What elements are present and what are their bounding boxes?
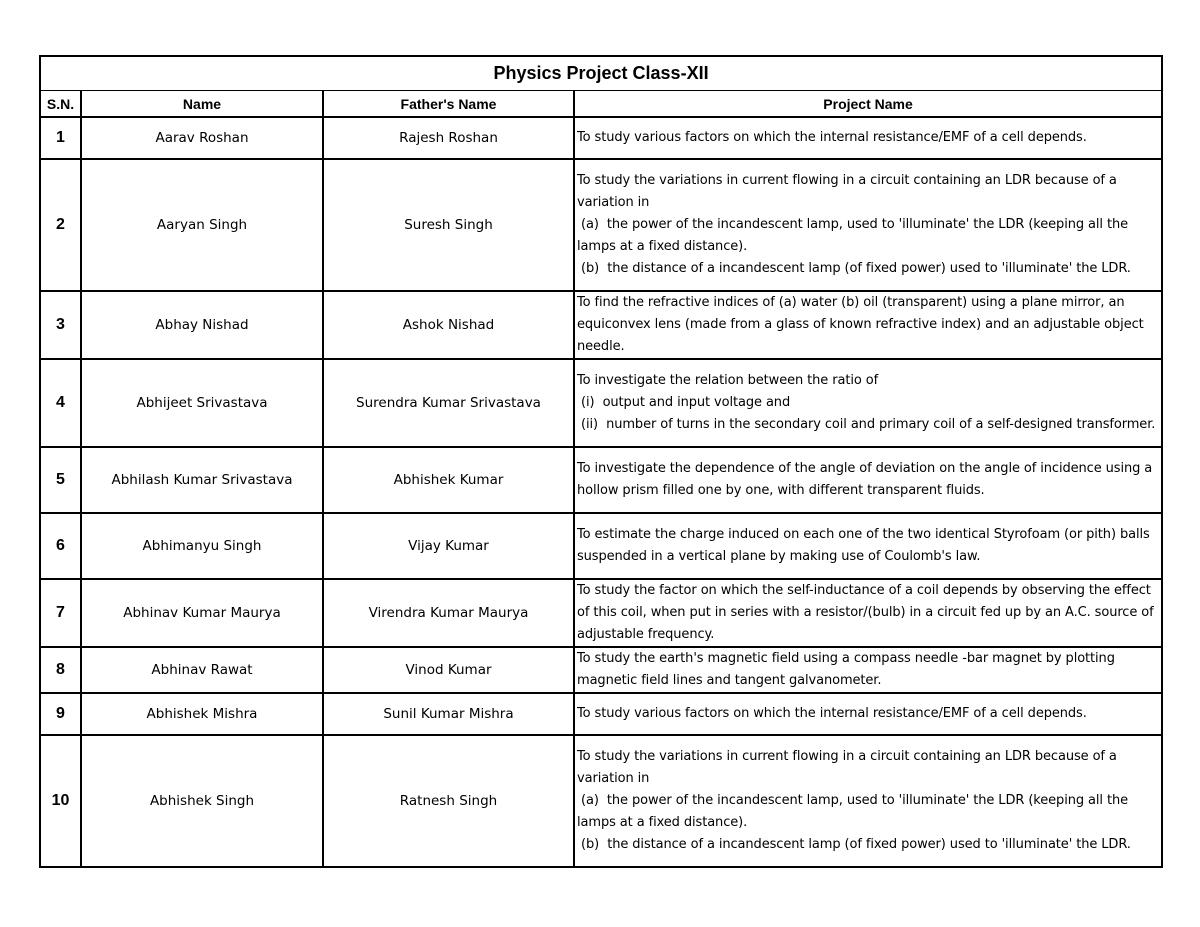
row-name: Abhinav Rawat [81, 647, 323, 693]
row-father-name: Sunil Kumar Mishra [323, 693, 574, 735]
table-row [40, 579, 1162, 647]
project-table [39, 55, 1163, 868]
row-project-name: To investigate the relation between the ratio of (i) output and input voltage and (ii) number of turns in the secondary coil and primary coil of a self-designed transformer. [574, 359, 1162, 447]
row-sn: 1 [40, 117, 81, 159]
row-father-name: Rajesh Roshan [323, 117, 574, 159]
row-project-name: To study various factors on which the internal resistance/EMF of a cell depends. [574, 693, 1162, 735]
row-name: Abhijeet Srivastava [81, 359, 323, 447]
table-row [40, 359, 1162, 447]
header-name: Name [81, 91, 323, 118]
table-row [40, 117, 1162, 159]
row-project-name: To study various factors on which the internal resistance/EMF of a cell depends. [574, 117, 1162, 159]
row-name: Abhinav Kumar Maurya [81, 579, 323, 647]
header-sn: S.N. [40, 91, 81, 118]
row-name: Aaryan Singh [81, 159, 323, 291]
row-sn: 2 [40, 159, 81, 291]
row-sn: 7 [40, 579, 81, 647]
row-name: Abhilash Kumar Srivastava [81, 447, 323, 513]
row-sn: 10 [40, 735, 81, 867]
row-sn: 3 [40, 291, 81, 359]
row-sn: 4 [40, 359, 81, 447]
table-title: Physics Project Class-XII [40, 56, 1162, 91]
row-father-name: Vijay Kumar [323, 513, 574, 579]
row-father-name: Ratnesh Singh [323, 735, 574, 867]
row-project-name: To study the factor on which the self-inductance of a coil depends by observing the effect of this coil, when put in series with a resistor/(bulb) in a circuit fed up by an A.C. source of adjustable frequency. [574, 579, 1162, 647]
table-row [40, 693, 1162, 735]
header-father-name: Father's Name [323, 91, 574, 118]
row-father-name: Virendra Kumar Maurya [323, 579, 574, 647]
row-project-name: To study the variations in current flowing in a circuit containing an LDR because of a variation in (a) the power of the incandescent lamp, used to 'illuminate' the LDR (keeping all the lamps at a fixed distance). (b) the distance of a incandescent lamp (of fixed power) used to 'illuminate' the LDR. [574, 735, 1162, 867]
row-father-name: Suresh Singh [323, 159, 574, 291]
row-project-name: To investigate the dependence of the angle of deviation on the angle of incidence using a hollow prism filled one by one, with different transparent fluids. [574, 447, 1162, 513]
header-row [40, 91, 1162, 118]
row-project-name: To find the refractive indices of (a) water (b) oil (transparent) using a plane mirror, an equiconvex lens (made from a glass of known refractive index) and an adjustable object needle. [574, 291, 1162, 359]
table-row [40, 735, 1162, 867]
row-father-name: Ashok Nishad [323, 291, 574, 359]
header-project-name: Project Name [574, 91, 1162, 118]
row-sn: 5 [40, 447, 81, 513]
title-row [40, 56, 1162, 91]
table-row [40, 159, 1162, 291]
row-project-name: To study the variations in current flowing in a circuit containing an LDR because of a variation in (a) the power of the incandescent lamp, used to 'illuminate' the LDR (keeping all the lamps at a fixed distance). (b) the distance of a incandescent lamp (of fixed power) used to 'illuminate' the LDR. [574, 159, 1162, 291]
row-father-name: Surendra Kumar Srivastava [323, 359, 574, 447]
table-row [40, 291, 1162, 359]
row-father-name: Abhishek Kumar [323, 447, 574, 513]
table-row [40, 447, 1162, 513]
row-project-name: To study the earth's magnetic field using a compass needle -bar magnet by plotting magnetic field lines and tangent galvanometer. [574, 647, 1162, 693]
row-sn: 6 [40, 513, 81, 579]
row-name: Abhishek Mishra [81, 693, 323, 735]
row-project-name: To estimate the charge induced on each one of the two identical Styrofoam (or pith) balls suspended in a vertical plane by making use of Coulomb's law. [574, 513, 1162, 579]
table-row [40, 647, 1162, 693]
row-name: Abhishek Singh [81, 735, 323, 867]
row-name: Aarav Roshan [81, 117, 323, 159]
table-row [40, 513, 1162, 579]
row-name: Abhay Nishad [81, 291, 323, 359]
row-sn: 9 [40, 693, 81, 735]
row-father-name: Vinod Kumar [323, 647, 574, 693]
row-sn: 8 [40, 647, 81, 693]
row-name: Abhimanyu Singh [81, 513, 323, 579]
